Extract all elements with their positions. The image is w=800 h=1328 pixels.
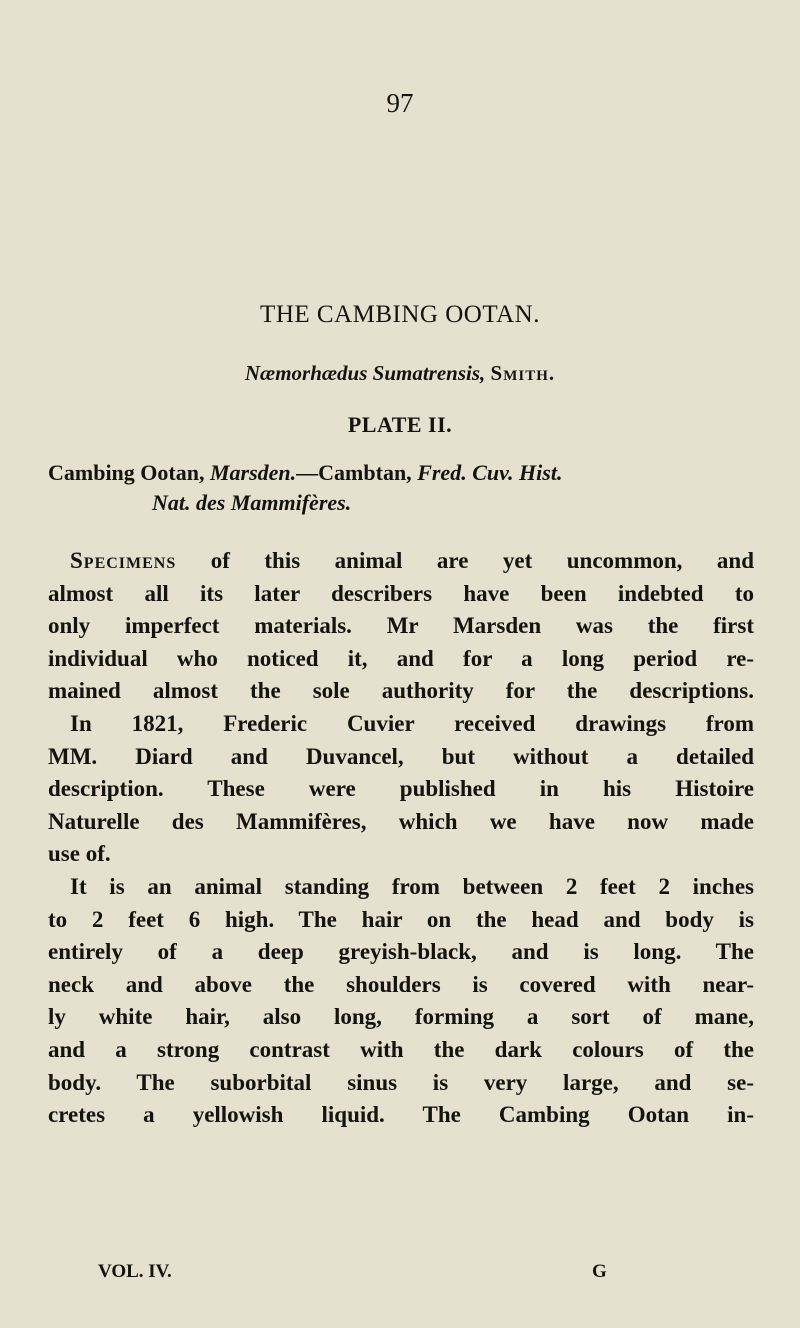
text-line: Specimens of this animal are yet uncommon, and <box>70 548 754 573</box>
synonym-authority-marsden: Marsden. <box>209 460 297 485</box>
page-number: 97 <box>386 88 414 118</box>
scientific-name <box>0 361 800 386</box>
text-line: only imperfect materials. Mr Marsden was the first <box>48 613 754 639</box>
text-line: individual who noticed it, and for a long period re- <box>48 645 754 671</box>
text-line: neck and above the shoulders is covered with near- <box>48 971 754 997</box>
signature-mark: G <box>592 1261 607 1282</box>
text-line: ly white hair, also long, forming a sort of mane, <box>48 1004 754 1030</box>
text-line: and a strong contrast with the dark colours of the <box>48 1036 754 1062</box>
synonym-name: Cambing Ootan, <box>48 460 205 485</box>
text-line: mained almost the sole authority for the descriptions. <box>48 678 754 704</box>
synonymy <box>48 458 754 518</box>
synonymy-line-1 <box>48 458 754 488</box>
text-line: use of. <box>48 841 111 867</box>
text-line: It is an animal standing from between 2 feet 2 inches <box>70 873 754 899</box>
text-line: In 1821, Frederic Cuvier received drawings from <box>70 710 754 736</box>
species-name: Næmorhædus Sumatrensis, <box>244 361 486 385</box>
text-line: MM. Diard and Duvancel, but without a detailed <box>48 743 754 769</box>
text-line: description. These were published in his Histoire <box>48 776 754 802</box>
lead-word: Specimens <box>70 548 177 573</box>
text-line: body. The suborbital sinus is very large, and se- <box>48 1069 754 1095</box>
text-line: entirely of a deep greyish-black, and is long. The <box>48 939 754 965</box>
text-line: to 2 feet 6 high. The hair on the head and body is <box>48 906 754 932</box>
text-line: Naturelle des Mammifères, which we have now made <box>48 808 754 834</box>
synonym-cambtan: —Cambtan, <box>296 460 412 485</box>
synonymy-line-2: Nat. des Mammifères. <box>152 490 352 515</box>
plate-label: PLATE II. <box>347 412 453 437</box>
page-title: THE CAMBING OOTAN. <box>260 301 540 328</box>
synonym-authority-cuvier: Fred. Cuv. Hist. <box>417 460 563 485</box>
body-text <box>48 545 754 1132</box>
species-authority: Smith. <box>490 361 556 385</box>
text-line: cretes a yellowish liquid. The Cambing Ootan in- <box>48 1102 754 1128</box>
text-line: almost all its later describers have been indebted to <box>48 580 754 606</box>
volume-label: VOL. IV. <box>98 1261 172 1282</box>
